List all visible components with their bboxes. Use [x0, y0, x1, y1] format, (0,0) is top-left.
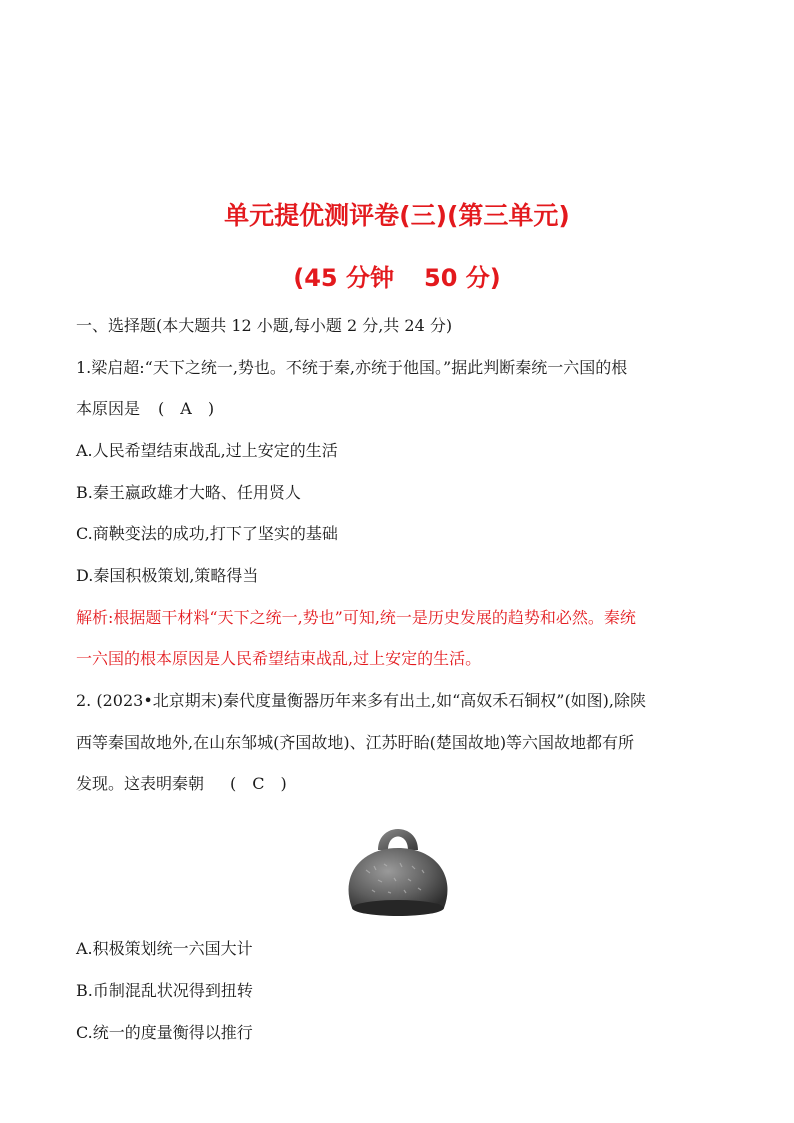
q1-stem-line2: [76, 397, 214, 421]
q2-stem-line1: 2. (2023•北京期末)秦代度量衡器历年来多有出土,如“高奴禾石铜权”(如图),除陕: [76, 691, 647, 710]
q1-option-c: C.商鞅变法的成功,打下了坚实的基础: [76, 524, 338, 543]
q1-option-a: A.人民希望结束战乱,过上安定的生活: [76, 441, 338, 460]
q2-option-b: B.币制混乱状况得到扭转: [76, 981, 253, 1000]
subtitle-time: (45 分钟: [293, 264, 394, 292]
q1-option-b: B.秦王嬴政雄才大略、任用贤人: [76, 483, 301, 502]
q1-option-d: D.秦国积极策划,策略得当: [76, 566, 259, 585]
q2-option-a: A.积极策划统一六国大计: [76, 939, 253, 958]
q1-explanation-line2: 一六国的根本原因是人民希望结束战乱,过上安定的生活。: [76, 649, 482, 668]
subtitle-score: 50 分): [424, 264, 501, 292]
q1-explanation-line1: 解析:根据题干材料“天下之统一,势也”可知,统一是历史发展的趋势和必然。秦统: [76, 608, 636, 627]
q2-stem-text: 发现。这表明秦朝: [76, 774, 205, 793]
bronze-weight-image: [338, 816, 458, 920]
page-subtitle: [0, 258, 794, 293]
q2-stem-line3: [76, 772, 287, 796]
q2-answer: ( C ): [230, 774, 287, 793]
q2-option-c: C.统一的度量衡得以推行: [76, 1023, 253, 1042]
q1-answer: ( A ): [158, 399, 215, 418]
q2-stem-line2: 西等秦国故地外,在山东邹城(齐国故地)、江苏盱眙(楚国故地)等六国故地都有所: [76, 733, 635, 752]
section-heading: 一、选择题(本大题共 12 小题,每小题 2 分,共 24 分): [76, 316, 453, 335]
q1-stem-line1: 1.梁启超:“天下之统一,势也。不统于秦,亦统于他国。”据此判断秦统一六国的根: [76, 358, 628, 377]
page-title: 单元提优测评卷(三)(第三单元): [224, 201, 570, 230]
q1-stem-text: 本原因是: [76, 399, 141, 418]
